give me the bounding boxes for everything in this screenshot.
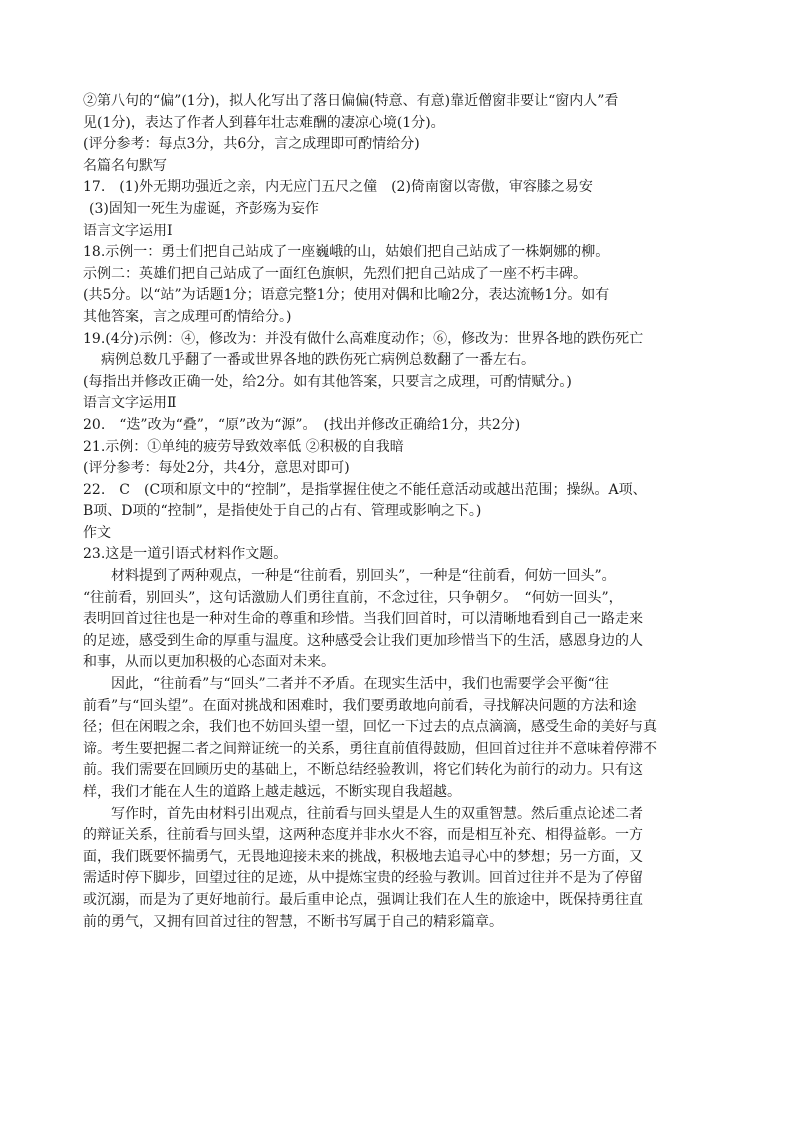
- text-line: 18.示例一：勇士们把自己站成了一座巍峨的山，姑娘们把自己站成了一株婀娜的柳。: [83, 244, 610, 261]
- text-line: 或沉溺，而是为了更好地前行。最后重申论点，强调让我们在人生的旅途中，既保持勇往直: [83, 891, 643, 908]
- text-line: 17. (1)外无期功强近之亲，内无应门五尺之僮 (2)倚南窗以寄傲，审容膝之易安: [83, 179, 593, 196]
- item-20: 20. “迭”改为“叠”，“原”改为“源”。 (找出并修改正确给1分，共2分): [83, 416, 521, 433]
- text-line: 写作时，首先由材料引出观点，往前看与回头望是人生的双重智慧。然后重点论述二者: [111, 805, 643, 822]
- text-line: 示例二：英雄们把自己站成了一面红色旗帜，先烈们把自己站成了一座不朽丰碑。: [83, 265, 587, 282]
- text-line: 面，我们既要怀揣勇气，无畏地迎接未来的挑战，积极地去追寻心中的梦想；另一方面，又: [83, 848, 643, 865]
- item-21: [83, 437, 713, 480]
- text-line: 前的勇气，又拥有回首过往的智慧，不断书写属于自己的精彩篇章。: [83, 913, 503, 930]
- text-line: (3)固知一死生为虚诞，齐彭殇为妄作: [89, 200, 319, 217]
- scoring-note: (共5分。以“站”为话题1分；语意完整1分；使用对偶和比喻2分，表达流畅1分。如有: [83, 287, 610, 304]
- text-line: “往前看，别回头”，这句话激励人们勇往直前，不念过往，只争朝夕。 “何妨一回头”，: [83, 589, 623, 606]
- text-line: 材料提到了两种观点，一种是“往前看，别回头”，一种是“往前看，何妨一回头”。: [111, 568, 616, 585]
- text-line: 表明回首过往也是一种对生命的尊重和珍惜。当我们回首时，可以清晰地看到自己一路走来: [83, 611, 643, 628]
- item-19: [83, 329, 713, 394]
- text-line: 因此，“往前看”与“回头”二者并不矛盾。在现实生活中，我们也需要学会平衡“往: [111, 676, 609, 693]
- scoring-note: (评分参考：每点3分，共6分，言之成理即可酌情给分): [83, 136, 420, 153]
- text-line: 前。我们需要在回顾历史的基础上，不断总结经验教训，将它们转化为前行的动力。只有这: [83, 762, 643, 779]
- item-22: [83, 480, 713, 523]
- section-heading-language-2: 语言文字运用Ⅱ: [83, 395, 177, 412]
- text-line: ②第八句的“偏”(1分)，拟人化写出了落日偏偏(特意、有意)靠近僧窗非要让“窗内人”看: [83, 93, 619, 109]
- text-line: 谛。考生要把握二者之间辩证统一的关系，勇往直前值得鼓励，但回首过往并不意味着停滞不: [83, 740, 657, 757]
- text-line: 病例总数几乎翻了一番或世界各地的跌伤死亡病例总数翻了一番左右。: [101, 352, 535, 369]
- section-heading-essay: 作文: [83, 524, 111, 541]
- section-heading-dictation: 名篇名句默写: [83, 157, 167, 174]
- text-line: 21.示例：①单纯的疲劳导致效率低 ②积极的自我暗: [83, 438, 404, 455]
- scoring-note: (评分参考：每处2分，共4分，意思对即可): [83, 460, 350, 477]
- item-16-part-2: [83, 91, 713, 156]
- text-line: 的辩证关系，往前看与回头望，这两种态度并非水火不容，而是相互补充、相得益彰。一方: [83, 827, 643, 844]
- text-line: 径；但在闲暇之余，我们也不妨回头望一望，回忆一下过去的点点滴滴，感受生命的美好与真: [83, 719, 657, 736]
- answer-key-page: [83, 91, 713, 933]
- scoring-note: (每指出并修改正确一处，给2分。如有其他答案，只要言之成理，可酌情赋分。): [83, 373, 572, 390]
- essay-paragraph-3: [83, 804, 713, 934]
- text-line: 和事，从而以更加积极的心态面对未来。: [83, 654, 335, 671]
- text-line: 22. C (C项和原文中的“控制”，是指掌握住使之不能任意活动或越出范围；操纵。A项、: [83, 481, 647, 498]
- essay-paragraph-2: [83, 674, 713, 804]
- text-line: B项、D项的“控制”，是指使处于自己的占有、管理或影响之下。): [83, 503, 482, 520]
- scoring-note: 其他答案，言之成理可酌情给分。): [83, 308, 292, 325]
- item-23-title: 23.这是一道引语式材料作文题。: [83, 546, 288, 563]
- text-line: 前看”与“回头望”。在面对挑战和困难时，我们要勇敢地向前看，寻找解决问题的方法和途: [83, 697, 637, 714]
- item-17: [83, 177, 713, 220]
- section-heading-language-1: 语言文字运用Ⅰ: [83, 222, 173, 239]
- text-line: 19.(4分)示例：④，修改为：并没有做什么高难度动作；⑥，修改为：世界各地的跌伤死亡: [83, 330, 644, 347]
- text-line: 样，我们才能在人生的道路上越走越远，不断实现自我超越。: [83, 784, 461, 800]
- item-18: [83, 242, 713, 328]
- text-line: 的足迹，感受到生命的厚重与温度。这种感受会让我们更加珍惜当下的生活，感恩身边的人: [83, 632, 643, 649]
- text-line: 需适时停下脚步，回望过往的足迹，从中提炼宝贵的经验与教训。回首过往并不是为了停留: [83, 870, 643, 887]
- essay-paragraph-1: [83, 566, 713, 674]
- text-line: 见(1分)，表达了作者人到暮年壮志难酬的凄凉心境(1分)。: [83, 114, 445, 131]
